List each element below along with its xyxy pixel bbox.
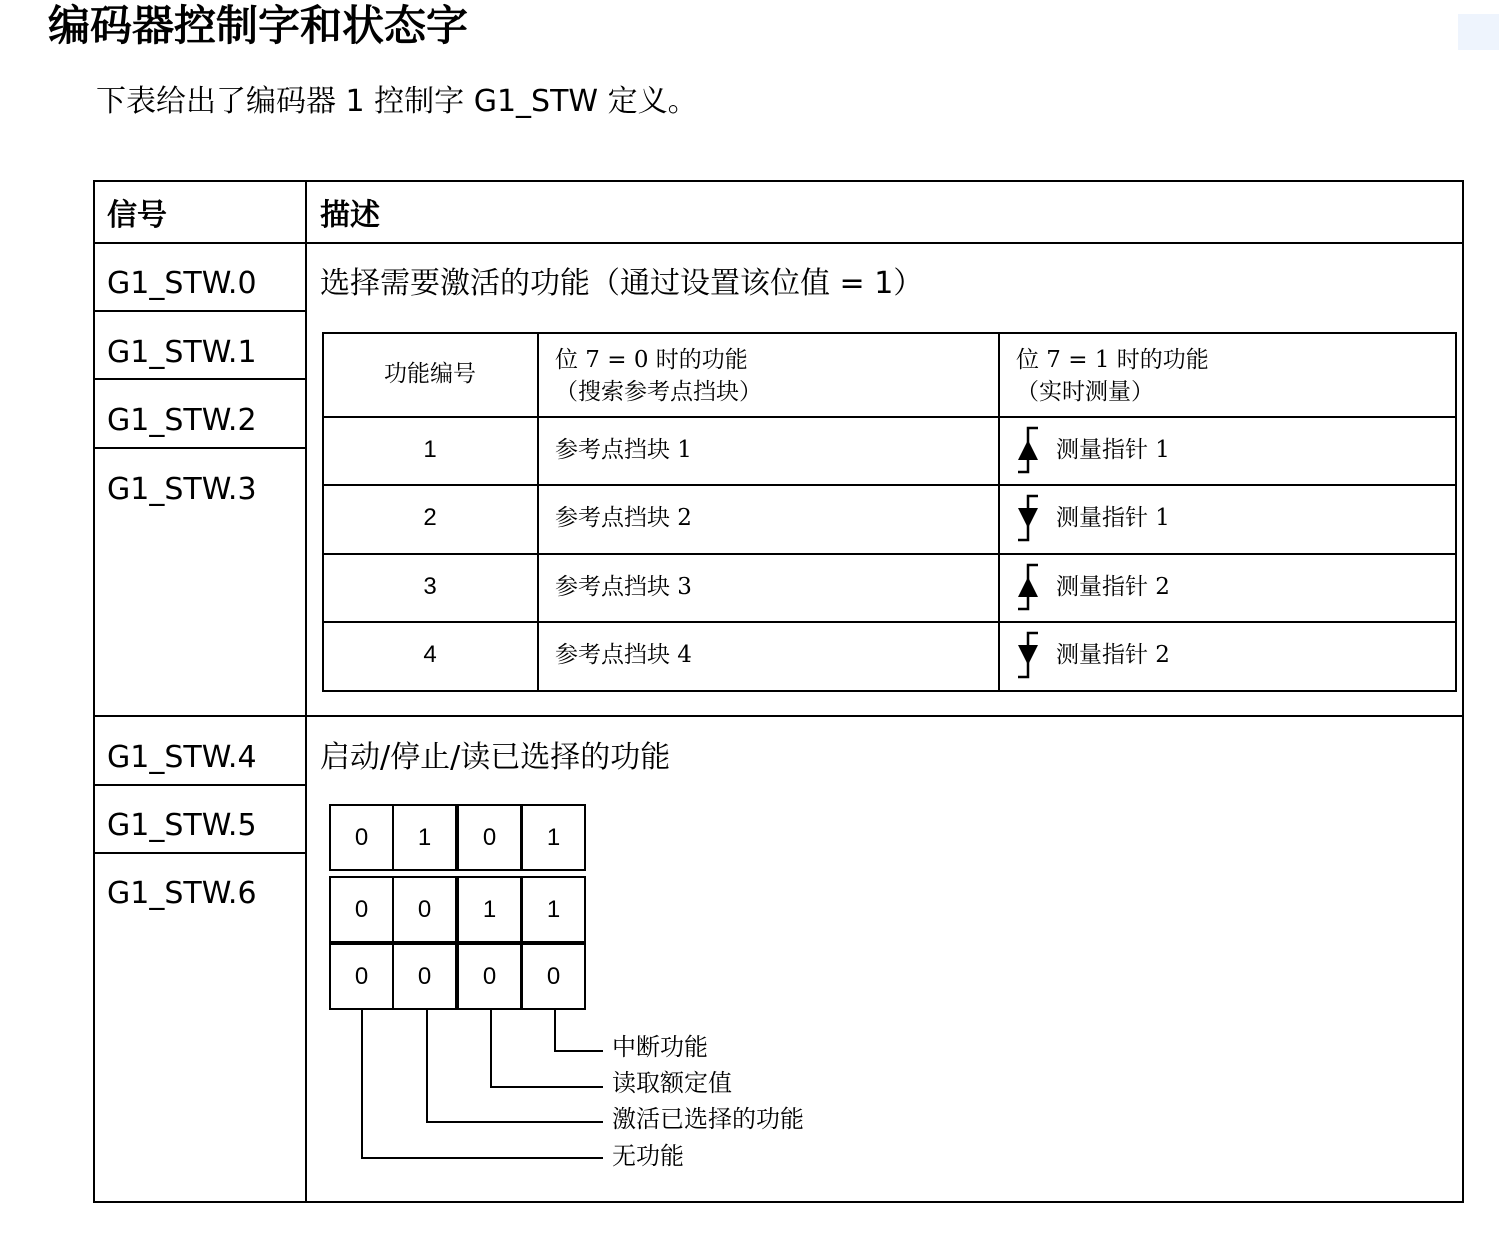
bit-cell: 0	[329, 943, 394, 1010]
col-header-number: 功能编号	[384, 361, 476, 387]
header-description: 描述	[320, 198, 380, 233]
header-signal: 信号	[107, 198, 167, 233]
bit-cell: 1	[521, 876, 586, 943]
signal-label: G1_STW.4	[107, 740, 257, 775]
col-header-bit1-line2: （实时测量）	[1016, 379, 1154, 405]
bit-cell: 0	[329, 804, 394, 871]
col-header-bit0-line1: 位 7 = 0 时的功能	[555, 347, 748, 373]
function-bit1: 测量指针 1	[1056, 437, 1170, 463]
bit-cell: 0	[457, 804, 522, 871]
function-bit0: 参考点挡块 1	[555, 437, 692, 463]
signal-label: G1_STW.2	[107, 403, 257, 438]
bit-cell: 1	[457, 876, 522, 943]
bit-cell: 1	[392, 804, 457, 871]
col-header-bit1-line1: 位 7 = 1 时的功能	[1016, 347, 1209, 373]
bit-cell: 0	[457, 943, 522, 1010]
function-bit1: 测量指针 2	[1056, 642, 1170, 668]
bit-cell: 0	[392, 876, 457, 943]
legend-item: 中断功能	[612, 1033, 708, 1061]
legend-item: 无功能	[612, 1142, 684, 1170]
function-bit1: 测量指针 2	[1056, 574, 1170, 600]
function-number: 1	[423, 436, 437, 463]
signal-label: G1_STW.0	[107, 266, 257, 301]
function-bit0: 参考点挡块 3	[555, 574, 692, 600]
col-header-bit0-line2: （搜索参考点挡块）	[555, 379, 762, 405]
signal-label: G1_STW.5	[107, 808, 257, 843]
bit-cell: 0	[521, 943, 586, 1010]
function-bit0: 参考点挡块 2	[555, 505, 692, 531]
intro-text: 下表给出了编码器 1 控制字 G1_STW 定义。	[96, 84, 698, 119]
signal-label: G1_STW.3	[107, 472, 257, 507]
signal-label: G1_STW.6	[107, 876, 257, 911]
function-number: 3	[423, 573, 437, 600]
function-number: 2	[423, 504, 437, 531]
legend-item: 激活已选择的功能	[612, 1105, 804, 1133]
function-bit1: 测量指针 1	[1056, 505, 1170, 531]
function-bit0: 参考点挡块 4	[555, 642, 692, 668]
legend-item: 读取额定值	[612, 1069, 732, 1097]
bit-cell: 0	[329, 876, 394, 943]
bit-cell: 1	[521, 804, 586, 871]
signal-label: G1_STW.1	[107, 335, 257, 370]
bit-cell: 0	[392, 943, 457, 1010]
page-title: 编码器控制字和状态字	[48, 1, 469, 50]
group1-description: 选择需要激活的功能（通过设置该位值 = 1）	[320, 266, 924, 301]
function-number: 4	[423, 641, 437, 668]
group2-description: 启动/停止/读已选择的功能	[320, 740, 671, 775]
